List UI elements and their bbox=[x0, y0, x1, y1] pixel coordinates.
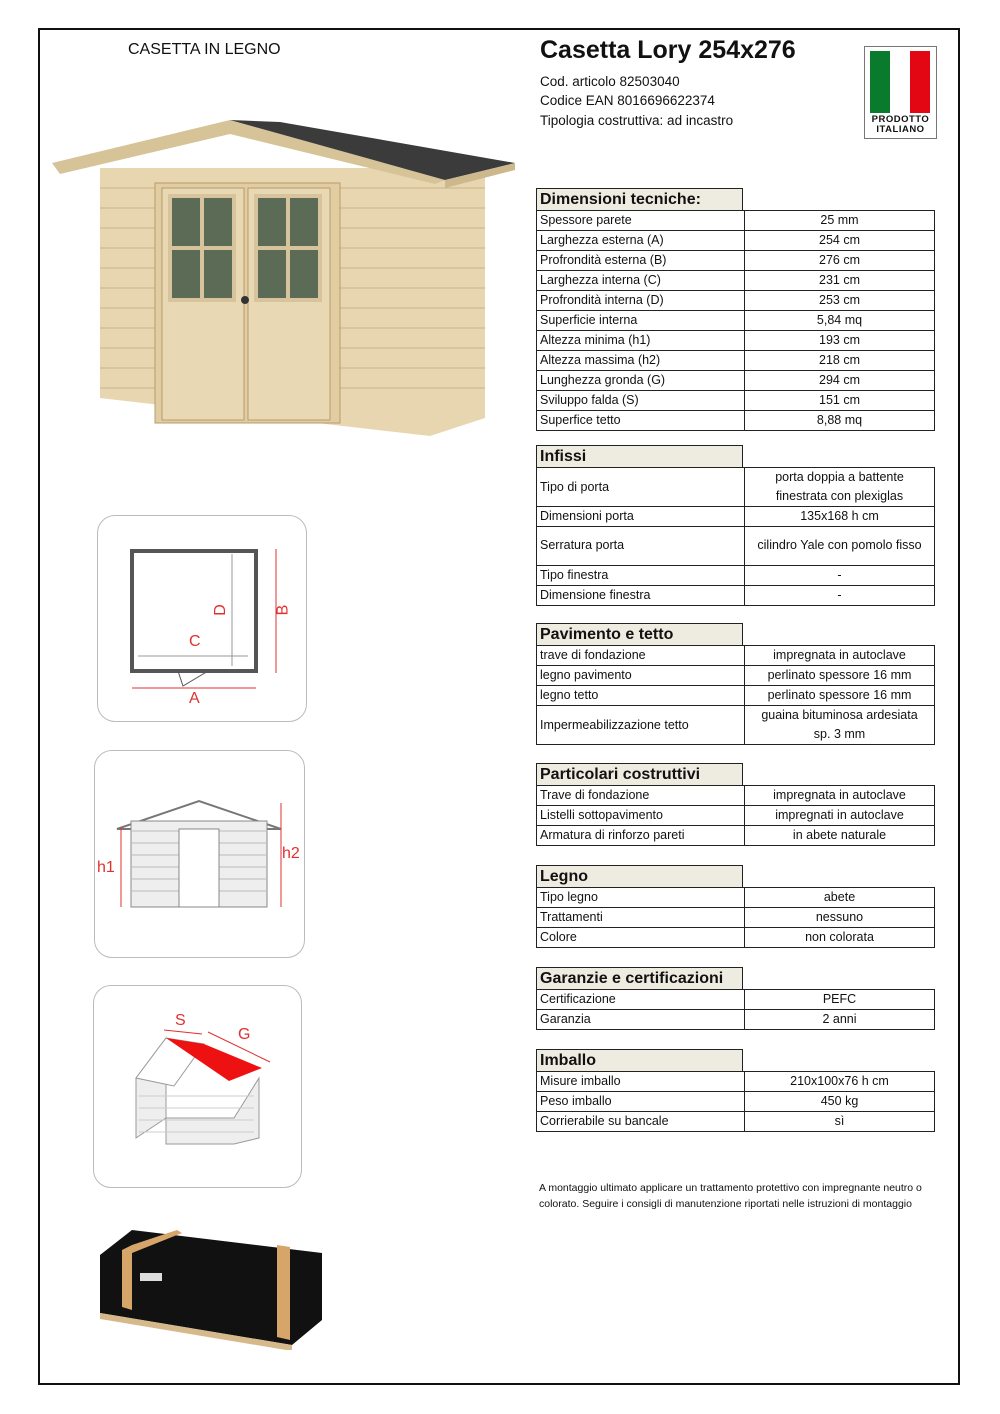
maintenance-note: A montaggio ultimato applicare un trattamento protettivo con impregnante neutro o colorato. Seguire i consigli di manutenzione riportati nelle istruzioni di montaggio bbox=[539, 1182, 922, 1210]
made-in-italy-badge bbox=[864, 46, 937, 139]
spec-label: Altezza minima (h1) bbox=[537, 331, 745, 351]
plan-label-b: B bbox=[274, 604, 292, 616]
table-row bbox=[537, 231, 935, 251]
flag-green-stripe bbox=[870, 51, 890, 113]
roof-label-s: S bbox=[175, 1012, 186, 1029]
spec-value: - bbox=[745, 585, 935, 605]
spec-value: 135x168 h cm bbox=[745, 507, 935, 527]
document-label: CASETTA IN LEGNO bbox=[128, 41, 281, 58]
spec-table bbox=[536, 467, 935, 606]
section-title: Garanzie e certificazioni bbox=[536, 967, 743, 989]
spec-value: perlinato spessore 16 mm bbox=[745, 686, 935, 706]
spec-table bbox=[536, 785, 935, 846]
roof-label-g: G bbox=[238, 1026, 251, 1043]
spec-label: Tipo finestra bbox=[537, 565, 745, 585]
spec-label: Profrondità esterna (B) bbox=[537, 251, 745, 271]
table-row bbox=[537, 888, 935, 908]
spec-value: 210x100x76 h cm bbox=[745, 1072, 935, 1092]
spec-label: Trave di fondazione bbox=[537, 786, 745, 806]
article-code: Cod. articolo 82503040 bbox=[540, 74, 680, 89]
shed-illustration bbox=[50, 118, 520, 443]
spec-label: Garanzia bbox=[537, 1010, 745, 1030]
spec-value: 294 cm bbox=[745, 371, 935, 391]
table-row bbox=[537, 391, 935, 411]
spec-table bbox=[536, 210, 935, 431]
section-title: Particolari costruttivi bbox=[536, 763, 743, 785]
spec-label: Listelli sottopavimento bbox=[537, 806, 745, 826]
spec-table bbox=[536, 989, 935, 1030]
spec-label: Lunghezza gronda (G) bbox=[537, 371, 745, 391]
table-row bbox=[537, 786, 935, 806]
table-row bbox=[537, 1010, 935, 1030]
ean-code: Codice EAN 8016696622374 bbox=[540, 93, 715, 108]
spec-value: 231 cm bbox=[745, 271, 935, 291]
table-row bbox=[537, 686, 935, 706]
spec-label: Colore bbox=[537, 928, 745, 948]
spec-label: trave di fondazione bbox=[537, 646, 745, 666]
spec-value: 5,84 mq bbox=[745, 311, 935, 331]
spec-value: abete bbox=[745, 888, 935, 908]
product-title: Casetta Lory 254x276 bbox=[540, 36, 796, 64]
spec-label: Serratura porta bbox=[537, 527, 745, 566]
spec-value: 253 cm bbox=[745, 291, 935, 311]
section-title: Imballo bbox=[536, 1049, 743, 1071]
floor-plan-diagram bbox=[97, 515, 307, 722]
spec-table bbox=[536, 887, 935, 948]
spec-value: 2 anni bbox=[745, 1010, 935, 1030]
table-row bbox=[537, 468, 935, 507]
spec-label: Profrondità interna (D) bbox=[537, 291, 745, 311]
spec-value: porta doppia a battente finestrata con plexiglas bbox=[745, 468, 935, 507]
spec-label: Spessore parete bbox=[537, 211, 745, 231]
spec-value: cilindro Yale con pomolo fisso bbox=[745, 527, 935, 566]
table-row bbox=[537, 585, 935, 605]
spec-label: Sviluppo falda (S) bbox=[537, 391, 745, 411]
table-row bbox=[537, 706, 935, 745]
plan-label-d: D bbox=[211, 604, 229, 616]
spec-value: 25 mm bbox=[745, 211, 935, 231]
section-title: Infissi bbox=[536, 445, 743, 467]
spec-label: Dimensioni porta bbox=[537, 507, 745, 527]
section-legno bbox=[536, 865, 935, 948]
spec-label: Peso imballo bbox=[537, 1092, 745, 1112]
table-row bbox=[537, 826, 935, 846]
spec-value: 151 cm bbox=[745, 391, 935, 411]
spec-table bbox=[536, 1071, 935, 1132]
section-title: Dimensioni tecniche: bbox=[536, 188, 743, 210]
spec-label: Larghezza esterna (A) bbox=[537, 231, 745, 251]
plan-label-a: A bbox=[189, 690, 200, 707]
spec-table bbox=[536, 645, 935, 745]
spec-value: guaina bituminosa ardesiata sp. 3 mm bbox=[745, 706, 935, 745]
table-row bbox=[537, 411, 935, 431]
section-pavimento-e-tetto bbox=[536, 623, 935, 745]
roof-diagram bbox=[93, 985, 302, 1188]
spec-value: 218 cm bbox=[745, 351, 935, 371]
spec-label: Dimensione finestra bbox=[537, 585, 745, 605]
section-dimensioni-tecniche bbox=[536, 188, 935, 431]
table-row bbox=[537, 251, 935, 271]
table-row bbox=[537, 908, 935, 928]
table-row bbox=[537, 507, 935, 527]
spec-label: Superficie interna bbox=[537, 311, 745, 331]
spec-value: 254 cm bbox=[745, 231, 935, 251]
spec-label: Tipo legno bbox=[537, 888, 745, 908]
section-infissi bbox=[536, 445, 935, 606]
table-row bbox=[537, 646, 935, 666]
spec-value: in abete naturale bbox=[745, 826, 935, 846]
spec-label: Trattamenti bbox=[537, 908, 745, 928]
spec-label: Larghezza interna (C) bbox=[537, 271, 745, 291]
spec-label: Certificazione bbox=[537, 990, 745, 1010]
table-row bbox=[537, 928, 935, 948]
section-garanzie bbox=[536, 967, 935, 1030]
spec-label: legno pavimento bbox=[537, 666, 745, 686]
spec-value: - bbox=[745, 565, 935, 585]
spec-value: perlinato spessore 16 mm bbox=[745, 666, 935, 686]
table-row bbox=[537, 990, 935, 1010]
spec-value: sì bbox=[745, 1112, 935, 1132]
table-row bbox=[537, 565, 935, 585]
spec-label: Armatura di rinforzo pareti bbox=[537, 826, 745, 846]
spec-value: impregnata in autoclave bbox=[745, 786, 935, 806]
table-row bbox=[537, 1112, 935, 1132]
spec-value: 276 cm bbox=[745, 251, 935, 271]
spec-value: impregnati in autoclave bbox=[745, 806, 935, 826]
section-title: Legno bbox=[536, 865, 743, 887]
construction-type: Tipologia costruttiva: ad incastro bbox=[540, 113, 734, 128]
table-row bbox=[537, 331, 935, 351]
section-title: Pavimento e tetto bbox=[536, 623, 743, 645]
spec-label: Altezza massima (h2) bbox=[537, 351, 745, 371]
spec-label: legno tetto bbox=[537, 686, 745, 706]
flag-red-stripe bbox=[910, 51, 930, 113]
table-row bbox=[537, 211, 935, 231]
section-particolari-costruttivi bbox=[536, 763, 935, 846]
spec-label: Superfice tetto bbox=[537, 411, 745, 431]
badge-line-2: ITALIANO bbox=[876, 124, 925, 135]
spec-value: non colorata bbox=[745, 928, 935, 948]
spec-label: Corrierabile su bancale bbox=[537, 1112, 745, 1132]
spec-value: impregnata in autoclave bbox=[745, 646, 935, 666]
spec-label: Impermeabilizzazione tetto bbox=[537, 706, 745, 745]
front-elevation-diagram bbox=[94, 750, 305, 958]
table-row bbox=[537, 666, 935, 686]
spec-value: PEFC bbox=[745, 990, 935, 1010]
table-row bbox=[537, 527, 935, 566]
spec-value: 450 kg bbox=[745, 1092, 935, 1112]
plan-label-c: C bbox=[189, 633, 201, 650]
table-row bbox=[537, 291, 935, 311]
spec-label: Misure imballo bbox=[537, 1072, 745, 1092]
spec-label: Tipo di porta bbox=[537, 468, 745, 507]
label-h2: h2 bbox=[282, 845, 300, 862]
spec-value: 193 cm bbox=[745, 331, 935, 351]
badge-line-1: PRODOTTO bbox=[871, 114, 930, 125]
label-h1: h1 bbox=[97, 859, 115, 876]
table-row bbox=[537, 271, 935, 291]
spec-value: nessuno bbox=[745, 908, 935, 928]
table-row bbox=[537, 351, 935, 371]
section-imballo bbox=[536, 1049, 935, 1132]
table-row bbox=[537, 311, 935, 331]
table-row bbox=[537, 1072, 935, 1092]
package-illustration bbox=[92, 1225, 332, 1350]
spec-value: 8,88 mq bbox=[745, 411, 935, 431]
table-row bbox=[537, 806, 935, 826]
table-row bbox=[537, 1092, 935, 1112]
table-row bbox=[537, 371, 935, 391]
